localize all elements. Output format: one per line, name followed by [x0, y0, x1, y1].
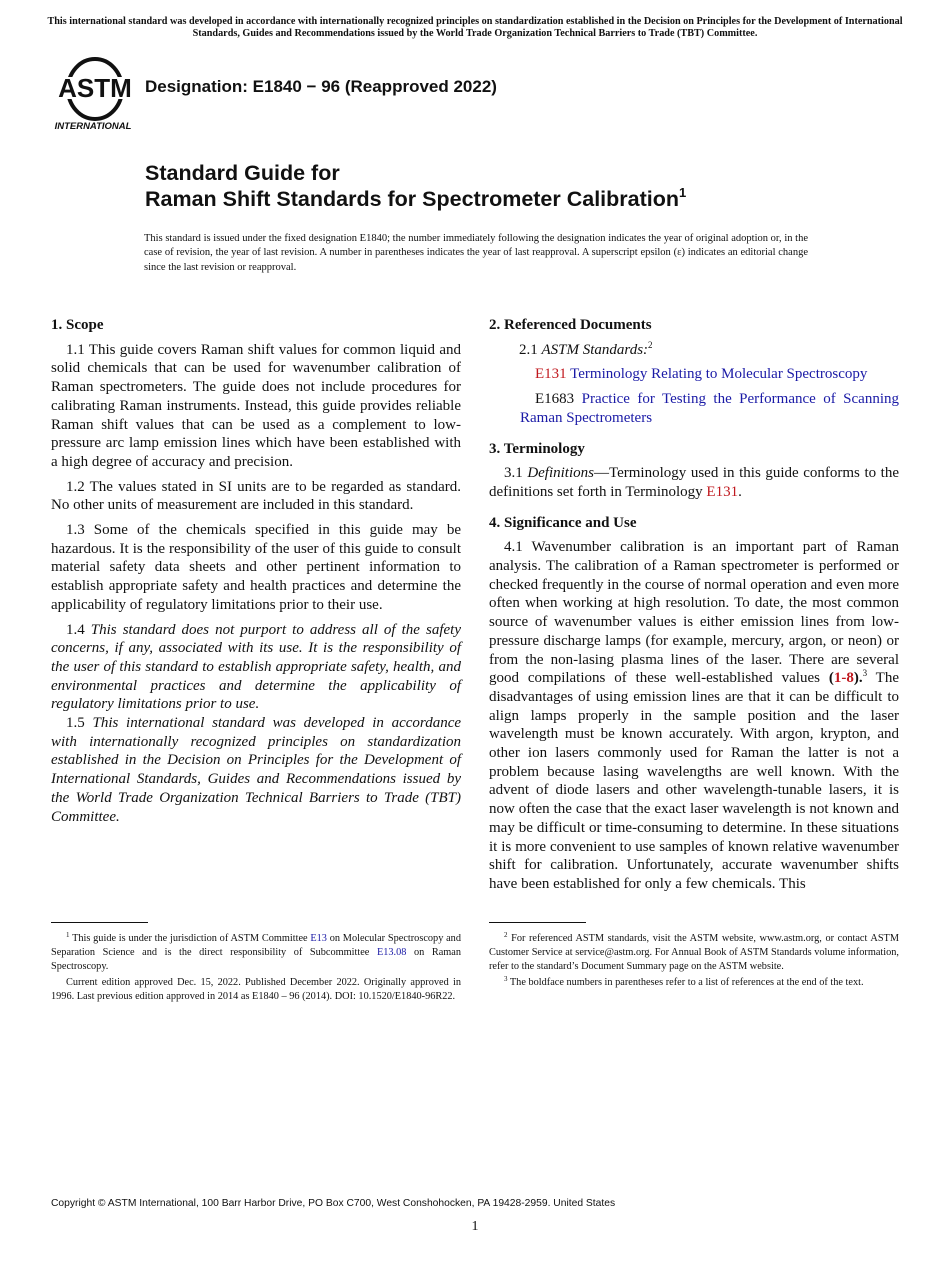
footnote-1: $^1$ This guide is under the jurisdiction of ASTM Committee E13 on Molecular Spectroscopy and Separation Science and is the direct responsibility of Subcommittee E13.08 on Raman Spectroscopy. [51, 931, 461, 973]
scope-1-5: 1.5 This international standard was developed in accordance with internationally recognized principles on standardization established in the Decision on Principles for the Development of International Standards, Guides and Recommendations issued by the World Trade Organization Technical Barriers to Trade (TBT) Committee. [51, 715, 462, 825]
left-column [51, 316, 461, 832]
reference-e131[interactable]: E131 Terminology Relating to Molecular Spectroscopy [535, 366, 868, 383]
document-title [145, 160, 686, 212]
scope-heading: 1. Scope [51, 317, 104, 333]
title-line-1: Standard Guide for [145, 161, 340, 185]
logo-subtext: INTERNATIONAL [54, 121, 132, 132]
right-column [489, 316, 899, 900]
reference-e1683[interactable]: E1683 Practice for Testing the Performance of Scanning Raman Spectrometers [520, 391, 900, 426]
title-footnote-mark: 1 [679, 185, 687, 200]
footnotes-left [51, 932, 461, 1005]
scope-1-2: 1.2 The values stated in SI units are to be regarded as standard. No other units of measurement are included in this standard. [51, 478, 461, 514]
title-line-2: Raman Shift Standards for Spectrometer Calibration$^1$ [145, 185, 687, 211]
terminology-e131-link[interactable]: E131 [706, 483, 739, 500]
footnote-3: $^3$ The boldface numbers in parentheses refer to a list of references at the end of the text. [504, 974, 864, 988]
footnote-1-edition: Current edition approved Dec. 15, 2022. Published December 2022. Originally approved in 1996. Last previous edition approved in 2014 as E1840 – 96 (2014). DOI: 10.1520/E1840-96R22. [51, 976, 461, 1002]
scope-1-1: 1.1 This guide covers Raman shift values for common liquid and solid chemicals that can be used for wavenumber calibration of Raman spectrometers. The guide does not include procedures for calibrating Raman instruments. Instead, this guide provides reliable Raman shift values that can be used as a complement to low-pressure arc lamp emission lines which have been established with a high degree of accuracy and precision. [51, 341, 461, 470]
footnotes-right [489, 932, 899, 991]
referenced-heading: 2. Referenced Documents [489, 317, 652, 333]
scope-1-4: 1.4 This standard does not purport to address all of the safety concerns, if any, associated with its use. It is the responsibility of the user of this standard to establish appropriate safety, health, and environmental practices and determine the applicability of regulatory limitations prior to use. [51, 621, 461, 713]
committee-e13-link[interactable]: E13 [310, 933, 327, 944]
issued-note: This standard is issued under the fixed designation E1840; the number immediately following the designation indicates the year of original adoption or, in the case of revision, the year of last revision. A number in parentheses indicates the year of last reapproval. A superscript epsilon (ε) indicates an editorial change since the last revision or reapproval. [144, 233, 808, 273]
page-number: 1 [471, 1219, 479, 1234]
logo-text: ASTM [58, 73, 132, 103]
terminology-3-1: 3.1 Definitions—Terminology used in this guide conforms to the definitions set forth in Terminology E131. [489, 465, 899, 500]
astm-logo [53, 57, 135, 132]
designation: Designation: E1840 − 96 (Reapproved 2022) [145, 77, 497, 96]
subcommittee-e13-08-link[interactable]: E13.08 [376, 947, 407, 959]
top-notice: This international standard was developed in accordance with internationally recognized principles on standardization established in the Decision on Principles for the Development of International Standards, Guides and Recommendations issued by the World Trade Organization Technical Barriers to Trade (TBT) Committee. [47, 16, 903, 39]
terminology-heading: 3. Terminology [489, 440, 585, 457]
footnote-2: $^2$ For referenced ASTM standards, visit the ASTM website, www.astm.org, or contact ASTM Customer Service at service@astm.org. For Annual Book of ASTM Standards volume information, refer to the standard’s Document Summary page on the ASTM website. [489, 931, 899, 973]
footnote-rule-right [489, 922, 586, 923]
citation-link[interactable]: 1-8 [833, 670, 854, 687]
astm-standards-label: 2.1 ASTM Standards:$^2$ [519, 339, 653, 358]
footnote-rule-left [51, 922, 148, 923]
scope-1-3: 1.3 Some of the chemicals specified in this guide may be hazardous. It is the responsibility of the user of this guide to consult material safety data sheets and other pertinent information to establish appropriate safety and health practices and determine the applicability of regulatory limitations prior to their use. [51, 522, 461, 613]
significance-heading: 4. Significance and Use [489, 514, 637, 531]
significance-4-1: 4.1 Wavenumber calibration is an important part of Raman analysis. The calibration of a Raman spectrometer is performed or checked frequently in the course of normal operation and even more often when working at high resolution. To date, the most common source of wavenumber values is either emission lines from low-pressure discharge lamps (for example, mercury, argon, or neon) or from the non-lasing plasma lines of the laser. There are several good compilations of these well-established values (1-8).$^3$ The disadvantages of using emission lines are that it can be difficult to align lamps properly in the sample position and the laser wavelength must be known accurately. With argon, krypton, and other ion lasers commonly used for Raman the latter is not a problem because lasing wavelengths are well known. With the advent of diode lasers and other wavelength-tunable lasers, it is now often the case that the exact laser wavelength is not known and may be difficult or time-consuming to determine. In these situations it is more convenient to use samples of known relative wavenumber shift for calibration. Unfortunately, accurate wavenumber shifts have been established for only a few chemicals. This [489, 539, 899, 892]
footnote-2-mark: 2 [648, 339, 653, 350]
copyright: Copyright © ASTM International, 100 Barr Harbor Drive, PO Box C700, West Conshohocken, PA 19428-2959. United States [51, 1198, 616, 1209]
